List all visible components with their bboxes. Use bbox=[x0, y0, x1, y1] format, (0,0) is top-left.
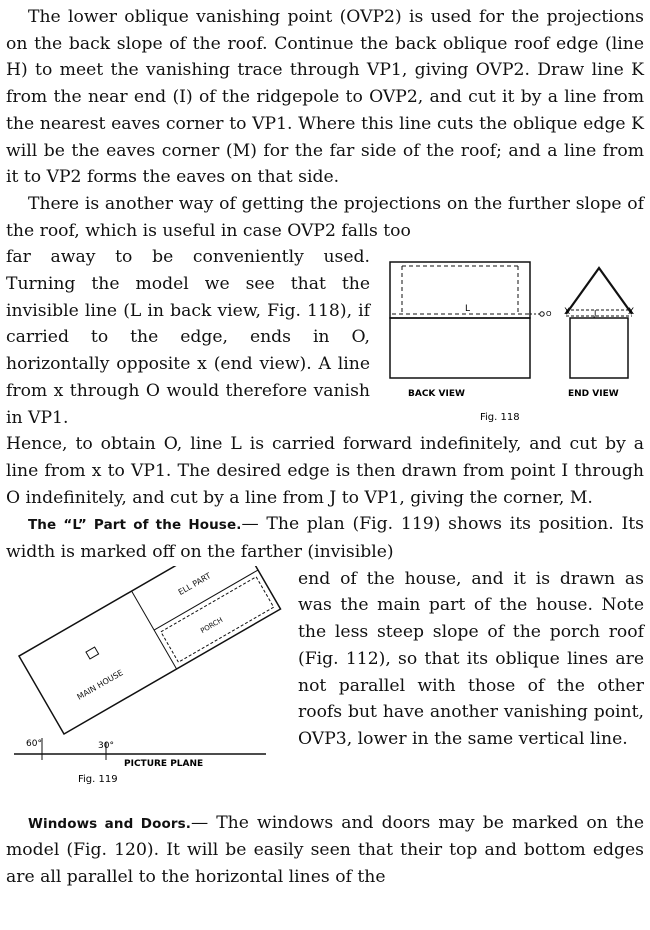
fig118-row bbox=[6, 244, 644, 431]
fig119-drawing bbox=[6, 566, 298, 806]
paragraph-l-part-intro bbox=[6, 511, 644, 565]
fig119-porch-label: PORCH bbox=[199, 615, 225, 635]
paragraph-l-part-wrap: end of the house, and it is drawn as was the main part of the house. Note the less steep slope of the porch roof (Fig. 112), so that its oblique lines are not parallel with those of the other roofs but have another vanishing point, OVP3, lower in the same vertical line. bbox=[298, 568, 644, 749]
fig119-ell-part-label: ELL PART bbox=[176, 570, 213, 597]
main-house-outline bbox=[19, 566, 281, 734]
back-view-wall bbox=[390, 318, 530, 378]
end-view-label: END VIEW bbox=[568, 389, 619, 400]
fig119-caption: Fig. 119 bbox=[78, 773, 118, 785]
fig118-label-o: O bbox=[546, 310, 552, 319]
fig119-angle-60: 60° bbox=[26, 738, 42, 749]
paragraph-alternative-method-wrap: far away to be conveniently used. Turning the model we see that the invisible line (L in back view, Fig. 118), if carried to the edge, ends in O, horizontally opposite x (end view). A line from x through O would therefore vanish in VP1. bbox=[6, 247, 370, 428]
fig118-label-j: J bbox=[594, 309, 597, 319]
paragraph-alternative-method-intro: There is another way of getting the projections on the further slope of the roof, which is useful in case OVP2 falls too bbox=[6, 193, 644, 241]
paragraph-alternative-method-end: Hence, to obtain O, line L is carried forward indefinitely, and cut by a line from x to VP1. The desired edge is then drawn from point I through O indefinitely, and cut by a line from J to VP1, giving the corner, M. bbox=[6, 434, 644, 508]
fig118-label-x1: X bbox=[564, 307, 571, 318]
fig119-angle-30: 30° bbox=[98, 740, 114, 751]
windows-doors-text: — The windows and doors may be marked on the model (Fig. 120). It will be easily seen that their top and bottom edges are all parallel to the horizontal lines of the bbox=[6, 812, 644, 888]
end-view-wall bbox=[570, 318, 628, 378]
figure-118 bbox=[370, 244, 638, 431]
fig118-label-x2: X bbox=[628, 307, 635, 318]
fig118-label-l: L bbox=[465, 304, 471, 315]
fig119-picture-plane-label: PICTURE PLANE bbox=[124, 758, 204, 769]
heading-windows-doors: Windows and Doors. bbox=[28, 815, 191, 832]
heading-l-part: The “L” Part of the House. bbox=[28, 517, 242, 534]
back-view-label: BACK VIEW bbox=[408, 389, 465, 400]
page bbox=[6, 4, 644, 891]
fig119-row bbox=[6, 566, 644, 810]
figure-119 bbox=[6, 566, 298, 810]
paragraph-ovp2: The lower oblique vanishing point (OVP2) is used for the projections on the back slope of the roof. Continue the back oblique roof edge (line H) to meet the vanishing trace through VP1, giving OVP2. Draw line K from the near end (I) of the ridgepole to OVP2, and cut it by a line from the nearest eaves corner to VP1. Where this line cuts the oblique edge K will be the eaves corner (M) for the far side of the roof; and a line from it to VP2 forms the eaves on that side. bbox=[6, 7, 644, 188]
paragraph-windows-doors bbox=[6, 810, 644, 891]
l-part-text-start: — The plan (Fig. 119) shows its position. Its width is marked off on the farther (invisible) bbox=[6, 514, 645, 563]
end-view-roof bbox=[566, 268, 632, 314]
fig118-drawing bbox=[370, 244, 638, 424]
fig119-main-house-label: MAIN HOUSE bbox=[75, 667, 125, 702]
back-view-roof bbox=[390, 262, 530, 318]
fig118-caption: Fig. 118 bbox=[480, 412, 520, 424]
